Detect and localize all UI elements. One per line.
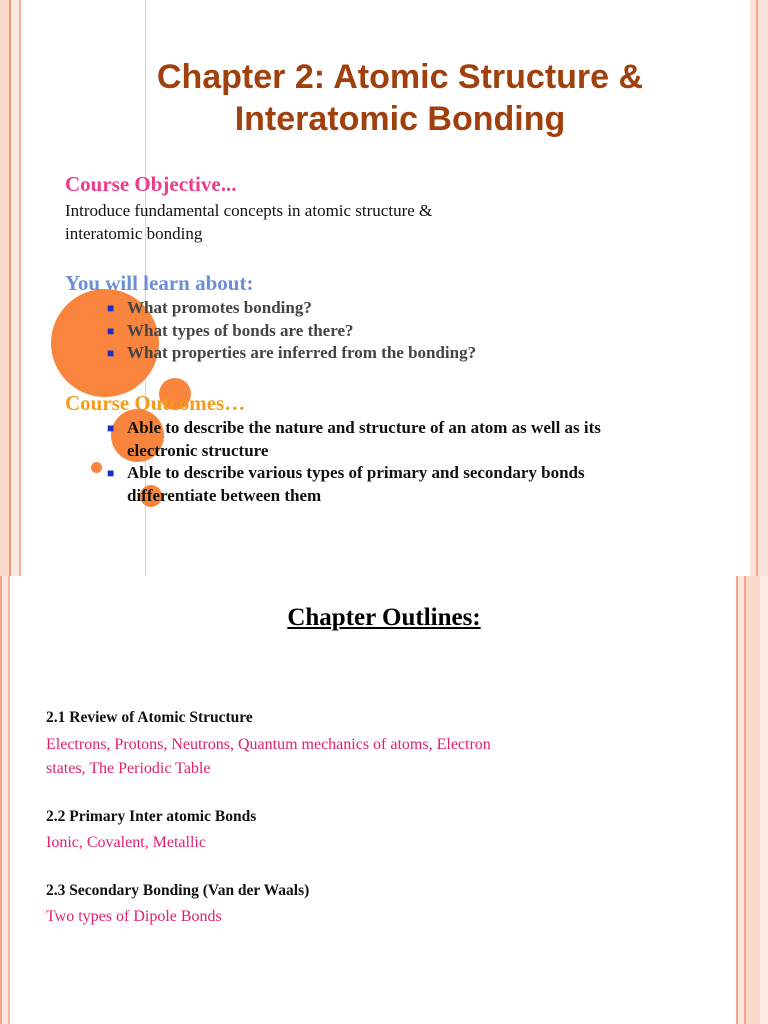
bullet-icon: ■ <box>107 466 115 480</box>
decor-stripe <box>756 0 758 576</box>
objective-text-line-1: Introduce fundamental concepts in atomic structure & <box>65 201 433 220</box>
section-body-line: states, The Periodic Table <box>46 760 211 777</box>
slide-title <box>80 56 720 140</box>
section-heading: 2.3 Secondary Bonding (Van der Waals) <box>46 882 310 899</box>
decor-circle-dot <box>91 462 102 473</box>
objective-text-line-2: interatomic bonding <box>65 224 203 243</box>
section-heading: 2.2 Primary Inter atomic Bonds <box>46 808 257 825</box>
bullet-icon: ■ <box>107 421 115 435</box>
outcomes-heading: Course Outcomes… <box>65 391 246 415</box>
decor-stripe <box>0 0 9 576</box>
title-line-1: Chapter 2: Atomic Structure & <box>156 58 644 96</box>
section-body-line: Electrons, Protons, Neutrons, Quantum mechanics of atoms, Electron <box>46 736 491 753</box>
learn-list <box>103 297 476 365</box>
title-line-2: Interatomic Bonding <box>234 100 566 138</box>
decor-stripe <box>8 576 10 1024</box>
decor-stripe <box>11 0 19 576</box>
section-heading: 2.1 Review of Atomic Structure <box>46 709 253 726</box>
list-item: ■ What properties are inferred from the bonding? <box>103 342 476 365</box>
list-item: ■ What types of bonds are there? <box>103 320 476 343</box>
bullet-icon: ■ <box>107 323 115 338</box>
bullet-icon: ■ <box>107 301 115 315</box>
section-body-line: Two types of Dipole Bonds <box>46 908 222 925</box>
bullet-icon: ■ <box>107 346 115 360</box>
list-item: ■ What promotes bonding? <box>103 297 476 320</box>
learn-heading: You will learn about: <box>65 271 254 295</box>
list-item: ■ Able to describe the nature and structure of an atom as well as its electronic structure <box>107 418 601 460</box>
section-body-line: Ionic, Covalent, Metallic <box>46 834 206 851</box>
decor-stripe <box>746 576 760 1024</box>
slide-chapter-outlines <box>0 576 768 1024</box>
objective-heading: Course Objective... <box>65 172 237 196</box>
outcomes-list <box>103 417 601 507</box>
list-item: ■ Able to describe various types of primary and secondary bonds differentiate between them <box>107 463 585 505</box>
decor-stripe <box>750 0 768 576</box>
decor-stripe <box>19 0 21 576</box>
decor-stripe <box>760 576 768 1024</box>
slide-title: Chapter Outlines: <box>287 604 481 631</box>
